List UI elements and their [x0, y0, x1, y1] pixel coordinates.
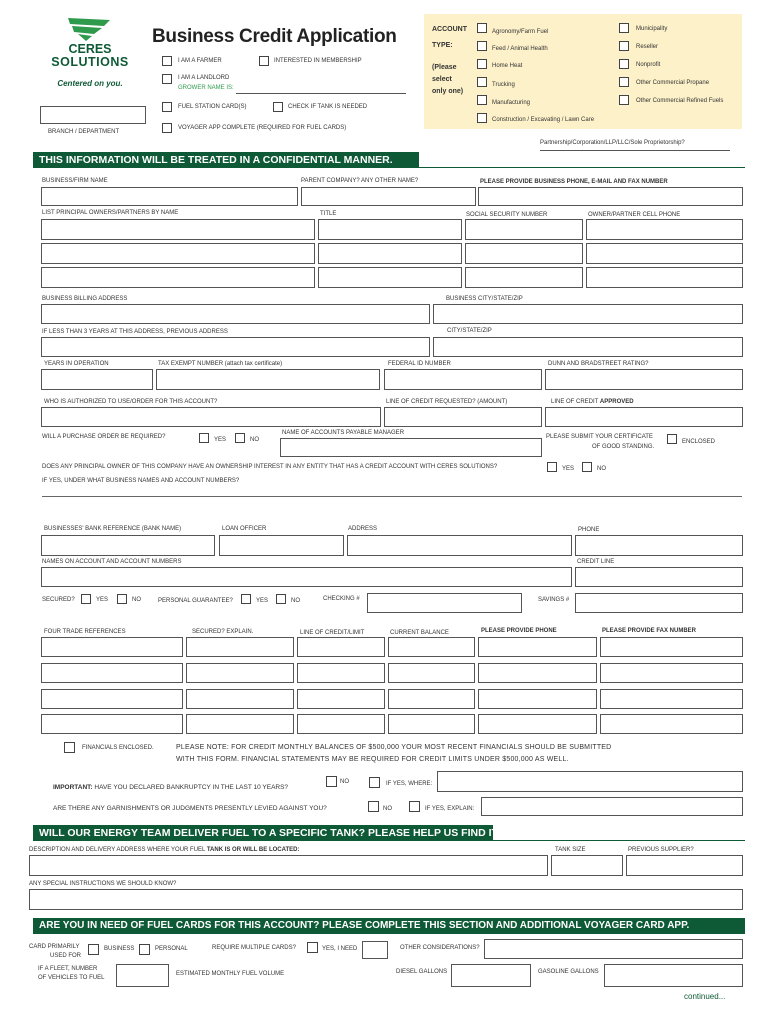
trade-phone-field-4[interactable]: [478, 714, 597, 734]
financials-note-1: PLEASE NOTE: FOR CREDIT MONTHLY BALANCES OF $500,000 YOUR MOST RECENT FINANCIALS SHOULD BE SUBMITTED: [176, 744, 612, 751]
card-personal-label: PERSONAL: [155, 946, 188, 952]
garnishments-label: ARE THERE ANY GARNISHMENTS OR JUDGMENTS PRESENTLY LEVIED AGAINST YOU?: [53, 805, 327, 812]
acct-manufacturing-checkbox[interactable]: [477, 95, 487, 105]
business-city-label: BUSINESS CITY/STATE/ZIP: [446, 296, 523, 302]
farmer-checkbox[interactable]: [162, 56, 172, 66]
previous-city-label: CITY/STATE/ZIP: [447, 328, 492, 334]
bank-secured-yes-label: YES: [96, 597, 109, 603]
farmer-label: I AM A FARMER: [178, 58, 222, 64]
owner-title-label: TITLE: [320, 211, 337, 217]
acct-refined-fuels-label: Other Commercial Refined Fuels: [636, 98, 724, 104]
trade-balance-field-4[interactable]: [388, 714, 475, 734]
account-names-field[interactable]: [41, 567, 572, 587]
trade-phone-label: PLEASE PROVIDE PHONE: [481, 628, 557, 634]
owner-ssn-field-1[interactable]: [465, 219, 583, 240]
savings-field[interactable]: [575, 593, 743, 613]
credit-approved-label: [551, 399, 634, 406]
gasoline-gallons-label: GASOLINE GALLONS: [538, 969, 599, 975]
landlord-label: I AM A LANDLORD: [178, 75, 230, 81]
bankruptcy-yes-checkbox[interactable]: [369, 777, 380, 788]
credit-approved-label-text: LINE OF CREDIT: [551, 399, 599, 405]
po-yes-checkbox[interactable]: [199, 433, 209, 443]
ownership-yes-label: YES: [562, 466, 575, 472]
monthly-volume-label: ESTIMATED MONTHLY FUEL VOLUME: [176, 971, 285, 977]
certificate-enclosed-label: ENCLOSED: [682, 439, 716, 445]
years-operation-label: YEARS IN OPERATION: [44, 361, 109, 367]
garnishments-explain-field[interactable]: [481, 797, 743, 816]
previous-address-label: IF LESS THAN 3 YEARS AT THIS ADDRESS, PREVIOUS ADDRESS: [42, 329, 228, 335]
trade-secured-label: SECURED? EXPLAIN.: [192, 629, 254, 635]
authorized-users-label: WHO IS AUTHORIZED TO USE/ORDER FOR THIS ACCOUNT?: [44, 399, 218, 405]
fuel-station-checkbox[interactable]: [162, 102, 172, 112]
trade-ref-field-4[interactable]: [41, 714, 183, 734]
confidential-banner: THIS INFORMATION WILL BE TREATED IN A CONFIDENTIAL MANNER.: [33, 152, 419, 168]
acct-municipality-label: Municipality: [636, 26, 668, 32]
select-note-1: (Please: [432, 64, 457, 71]
voyager-checkbox[interactable]: [162, 123, 172, 133]
owner-name-field-3[interactable]: [41, 267, 315, 288]
bankruptcy-label: [53, 784, 288, 791]
owner-cell-label: OWNER/PARTNER CELL PHONE: [588, 212, 681, 218]
federal-id-label: FEDERAL ID NUMBER: [388, 361, 451, 367]
trade-balance-field-2[interactable]: [388, 663, 475, 683]
bank-secured-label: SECURED?: [42, 597, 75, 603]
acct-propane-label: Other Commercial Propane: [636, 80, 710, 86]
acct-reseller-checkbox[interactable]: [619, 41, 629, 51]
trade-ref-field-3[interactable]: [41, 689, 183, 709]
bankruptcy-where-label: IF YES, WHERE:: [386, 781, 433, 787]
acct-manufacturing-label: Manufacturing: [492, 100, 531, 106]
trade-credit-field-2[interactable]: [297, 663, 385, 683]
credit-line-label: CREDIT LINE: [577, 559, 615, 565]
business-name-label: BUSINESS/FIRM NAME: [42, 178, 108, 184]
billing-address-label: BUSINESS BILLING ADDRESS: [42, 296, 128, 302]
business-name-field[interactable]: [41, 187, 298, 206]
trade-fax-field-1[interactable]: [600, 637, 743, 657]
owner-cell-field-3[interactable]: [586, 267, 743, 288]
card-business-label: BUSINESS: [104, 946, 135, 952]
continued-label: continued...: [684, 992, 726, 1001]
other-considerations-field[interactable]: [484, 939, 743, 959]
special-instructions-field[interactable]: [29, 889, 743, 910]
owner-cell-field-1[interactable]: [586, 219, 743, 240]
guarantee-no-label: NO: [291, 598, 300, 604]
branch-department-field[interactable]: [40, 106, 146, 124]
grower-name-line[interactable]: [236, 93, 406, 94]
previous-address-field[interactable]: [41, 337, 430, 357]
select-note-3: only one): [432, 88, 464, 95]
savings-label: SAVINGS #: [538, 597, 570, 603]
acct-construction-checkbox[interactable]: [477, 113, 487, 123]
credit-line-field[interactable]: [575, 567, 743, 587]
ownership-interest-label: DOES ANY PRINCIPAL OWNER OF THIS COMPANY HAVE AN OWNERSHIP INTEREST IN ANY ENTITY THAT HAS A CREDIT ACCOUNT WITH CERES SOLUTIONS?: [42, 464, 498, 470]
previous-supplier-field[interactable]: [626, 855, 743, 876]
card-usage-label-2: USED FOR: [50, 953, 82, 959]
account-names-label: NAMES ON ACCOUNT AND ACCOUNT NUMBERS: [42, 559, 182, 565]
owner-cell-field-2[interactable]: [586, 243, 743, 264]
trade-ref-field-1[interactable]: [41, 637, 183, 657]
trade-balance-label: CURRENT BALANCE: [390, 630, 449, 636]
entity-type-line[interactable]: [540, 150, 730, 151]
tax-exempt-field[interactable]: [156, 369, 380, 390]
membership-checkbox[interactable]: [259, 56, 269, 66]
account-type-label-line1: ACCOUNT: [432, 26, 467, 33]
federal-id-field[interactable]: [384, 369, 542, 390]
tax-exempt-label: TAX EXEMPT NUMBER (attach tax certificate): [158, 361, 283, 367]
account-type-label: [432, 26, 467, 34]
form-title: Business Credit Application: [152, 26, 397, 47]
voyager-label: VOYAGER APP COMPLETE (REQUIRED FOR FUEL CARDS): [178, 125, 347, 131]
personal-guarantee-label: PERSONAL GUARANTEE?: [158, 598, 233, 604]
account-type-panel: [424, 14, 742, 129]
trade-secured-field-4[interactable]: [186, 714, 294, 734]
bankruptcy-no-checkbox[interactable]: [326, 776, 337, 787]
card-personal-checkbox[interactable]: [139, 944, 150, 955]
ownership-names-label: IF YES, UNDER WHAT BUSINESS NAMES AND ACCOUNT NUMBERS?: [42, 478, 240, 484]
multiple-cards-checkbox[interactable]: [307, 942, 318, 953]
diesel-gallons-label: DIESEL GALLONS: [396, 969, 448, 975]
dunn-bradstreet-label: DUNN AND BRADSTREET RATING?: [548, 361, 649, 367]
bank-reference-label: BUSINESSES' BANK REFERENCE (BANK NAME): [44, 526, 182, 532]
business-contact-label: PLEASE PROVIDE BUSINESS PHONE, E-MAIL AND FAX NUMBER: [480, 179, 668, 185]
grower-name-label: GROWER NAME IS:: [178, 85, 234, 91]
ap-manager-field[interactable]: [280, 438, 542, 457]
acct-agronomy-label: Agronomy/Farm Fuel: [492, 29, 549, 35]
acct-home-heat-checkbox[interactable]: [477, 59, 487, 69]
section2-rule: [493, 840, 745, 841]
business-city-field[interactable]: [433, 304, 743, 324]
owners-label: LIST PRINCIPAL OWNERS/PARTNERS BY NAME: [42, 210, 179, 216]
garnishments-no-checkbox[interactable]: [368, 801, 379, 812]
bankruptcy-where-field[interactable]: [437, 771, 743, 792]
trade-secured-field-3[interactable]: [186, 689, 294, 709]
bank-secured-yes-checkbox[interactable]: [81, 594, 91, 604]
po-yes-label: YES: [214, 437, 227, 443]
garnishments-explain-label: IF YES, EXPLAIN:: [425, 806, 475, 812]
delivery-description-bold: TANK IS OR WILL BE LOCATED:: [206, 847, 300, 853]
bank-phone-field[interactable]: [575, 535, 743, 556]
parent-company-field[interactable]: [301, 187, 476, 206]
delivery-description-text: DESCRIPTION AND DELIVERY ADDRESS WHERE YOUR FUEL: [29, 847, 206, 853]
certificate-label-1: PLEASE SUBMIT YOUR CERTIFICATE: [546, 434, 653, 440]
important-label: IMPORTANT:: [53, 784, 93, 791]
ceres-logo-icon: [64, 16, 114, 42]
trade-secured-field-1[interactable]: [186, 637, 294, 657]
trade-credit-field-3[interactable]: [297, 689, 385, 709]
trade-phone-field-2[interactable]: [478, 663, 597, 683]
trade-fax-field-4[interactable]: [600, 714, 743, 734]
ownership-yes-checkbox[interactable]: [547, 462, 557, 472]
bank-address-field[interactable]: [347, 535, 572, 556]
tank-size-field[interactable]: [551, 855, 623, 876]
loan-officer-field[interactable]: [219, 535, 344, 556]
ssn-label: SOCIAL SECURITY NUMBER: [466, 212, 548, 218]
acct-municipality-checkbox[interactable]: [619, 23, 629, 33]
acct-refined-fuels-checkbox[interactable]: [619, 95, 629, 105]
acct-feed-checkbox[interactable]: [477, 41, 487, 51]
fleet-vehicles-field[interactable]: [116, 964, 169, 987]
trade-fax-label: PLEASE PROVIDE FAX NUMBER: [602, 628, 697, 634]
brand-tagline: Centered on you.: [57, 79, 123, 88]
bank-secured-no-checkbox[interactable]: [117, 594, 127, 604]
garnishments-no-label: NO: [383, 806, 392, 812]
trade-phone-field-3[interactable]: [478, 689, 597, 709]
gasoline-gallons-field[interactable]: [604, 964, 743, 987]
authorized-users-field[interactable]: [41, 407, 381, 427]
fuel-cards-banner: ARE YOU IN NEED OF FUEL CARDS FOR THIS ACCOUNT? PLEASE COMPLETE THIS SECTION AND ADDITIONAL VOYAGER CARD APP.: [33, 918, 745, 934]
membership-label: INTERESTED IN MEMBERSHIP: [274, 58, 362, 64]
select-note-2: select: [432, 76, 452, 83]
tank-size-label: TANK SIZE: [555, 847, 586, 853]
delivery-description-field[interactable]: [29, 855, 548, 876]
entity-type-label: Partnership/Corporation/LLP/LLC/Sole Proprietorship?: [540, 140, 685, 146]
fuel-tank-banner: WILL OUR ENERGY TEAM DELIVER FUEL TO A SPECIFIC TANK? PLEASE HELP US FIND IT.: [33, 825, 493, 841]
trade-references-label: FOUR TRADE REFERENCES: [44, 629, 126, 635]
purchase-order-label: WILL A PURCHASE ORDER BE REQUIRED?: [42, 434, 166, 440]
trade-credit-field-1[interactable]: [297, 637, 385, 657]
card-usage-label-1: CARD PRIMARILY: [29, 944, 80, 950]
years-operation-field[interactable]: [41, 369, 153, 390]
trade-credit-label: LINE OF CREDIT/LIMIT: [300, 630, 365, 636]
certificate-label-2: OF GOOD STANDING.: [592, 444, 655, 450]
bankruptcy-question: HAVE YOU DECLARED BANKRUPTCY IN THE LAST 10 YEARS?: [94, 784, 289, 791]
credit-approved-field[interactable]: [545, 407, 743, 427]
credit-approved-label-bold: APPROVED: [599, 399, 634, 405]
owner-title-field-3[interactable]: [318, 267, 462, 288]
certificate-enclosed-checkbox[interactable]: [667, 434, 677, 444]
po-no-label: NO: [250, 437, 259, 443]
owner-title-field-1[interactable]: [318, 219, 462, 240]
brand-name-line2: SOLUTIONS: [51, 55, 129, 69]
acct-agronomy-checkbox[interactable]: [477, 23, 487, 33]
section1-rule: [419, 167, 745, 168]
owner-ssn-field-2[interactable]: [465, 243, 583, 264]
bank-name-field[interactable]: [41, 535, 215, 556]
garnishments-yes-checkbox[interactable]: [409, 801, 420, 812]
owner-name-field-1[interactable]: [41, 219, 315, 240]
guarantee-no-checkbox[interactable]: [276, 594, 286, 604]
bank-secured-no-label: NO: [132, 597, 141, 603]
account-type-label-line2: TYPE:: [432, 42, 453, 49]
acct-nonprofit-checkbox[interactable]: [619, 59, 629, 69]
yes-i-need-label: YES, I NEED: [322, 946, 358, 952]
trade-secured-field-2[interactable]: [186, 663, 294, 683]
bankruptcy-no-label: NO: [340, 779, 349, 785]
ownership-no-checkbox[interactable]: [582, 462, 592, 472]
billing-address-field[interactable]: [41, 304, 430, 324]
fleet-label-1: IF A FLEET, NUMBER: [38, 966, 98, 972]
credit-requested-field[interactable]: [384, 407, 542, 427]
branch-department-label: BRANCH / DEPARTMENT: [48, 129, 120, 135]
financials-enclosed-checkbox[interactable]: [64, 742, 75, 753]
owner-ssn-field-3[interactable]: [465, 267, 583, 288]
other-considerations-label: OTHER CONSIDERATIONS?: [400, 945, 480, 951]
credit-requested-label: LINE OF CREDIT REQUESTED? (AMOUNT): [386, 399, 508, 405]
acct-home-heat-label: Home Heat: [492, 63, 523, 69]
acct-reseller-label: Reseller: [636, 44, 659, 50]
financials-note-2: WITH THIS FORM. FINANCIAL STATEMENTS MAY BE REQUIRED FOR CREDIT LIMITS UNDER $500,000 AS WELL.: [176, 756, 569, 763]
trade-balance-field-3[interactable]: [388, 689, 475, 709]
guarantee-yes-checkbox[interactable]: [241, 594, 251, 604]
ownership-no-label: NO: [597, 466, 606, 472]
business-contact-field[interactable]: [478, 187, 743, 206]
guarantee-yes-label: YES: [256, 598, 269, 604]
tank-needed-label: CHECK IF TANK IS NEEDED: [288, 104, 368, 110]
owner-name-field-2[interactable]: [41, 243, 315, 264]
previous-supplier-label: PREVIOUS SUPPLIER?: [628, 847, 694, 853]
brand-name: [40, 43, 140, 69]
acct-trucking-checkbox[interactable]: [477, 77, 487, 87]
tank-needed-checkbox[interactable]: [273, 102, 283, 112]
fleet-label-2: OF VEHICLES TO FUEL: [38, 975, 105, 981]
trade-fax-field-3[interactable]: [600, 689, 743, 709]
trade-phone-field-1[interactable]: [478, 637, 597, 657]
po-no-checkbox[interactable]: [235, 433, 245, 443]
trade-balance-field-1[interactable]: [388, 637, 475, 657]
previous-city-field[interactable]: [433, 337, 743, 357]
checking-field[interactable]: [367, 593, 522, 613]
bank-address-label: ADDRESS: [348, 526, 378, 532]
acct-propane-checkbox[interactable]: [619, 77, 629, 87]
card-business-checkbox[interactable]: [88, 944, 99, 955]
ownership-names-line[interactable]: [42, 496, 742, 497]
diesel-gallons-field[interactable]: [451, 964, 531, 987]
fuel-station-label: FUEL STATION CARD(S): [178, 104, 247, 110]
checking-label: CHECKING #: [323, 596, 360, 602]
acct-nonprofit-label: Nonprofit: [636, 62, 661, 68]
trade-ref-field-2[interactable]: [41, 663, 183, 683]
acct-construction-label: Construction / Excavating / Lawn Care: [492, 117, 595, 123]
bank-phone-label: PHONE: [578, 527, 600, 533]
financials-enclosed-label: FINANCIALS ENCLOSED.: [82, 745, 154, 751]
parent-company-label: PARENT COMPANY? ANY OTHER NAME?: [301, 178, 419, 184]
ap-manager-label: NAME OF ACCOUNTS PAYABLE MANAGER: [282, 430, 405, 436]
cards-needed-field[interactable]: [362, 941, 388, 959]
landlord-checkbox[interactable]: [162, 74, 172, 84]
multiple-cards-label: REQUIRE MULTIPLE CARDS?: [212, 945, 296, 951]
trade-fax-field-2[interactable]: [600, 663, 743, 683]
special-instructions-label: ANY SPECIAL INSTRUCTIONS WE SHOULD KNOW?: [29, 881, 177, 887]
acct-feed-label: Feed / Animal Health: [492, 46, 548, 52]
dunn-bradstreet-field[interactable]: [545, 369, 743, 390]
acct-trucking-label: Trucking: [492, 82, 515, 88]
owner-title-field-2[interactable]: [318, 243, 462, 264]
trade-credit-field-4[interactable]: [297, 714, 385, 734]
brand-name-line1: CERES: [68, 42, 112, 56]
loan-officer-label: LOAN OFFICER: [222, 526, 267, 532]
delivery-description-label: [29, 847, 300, 854]
